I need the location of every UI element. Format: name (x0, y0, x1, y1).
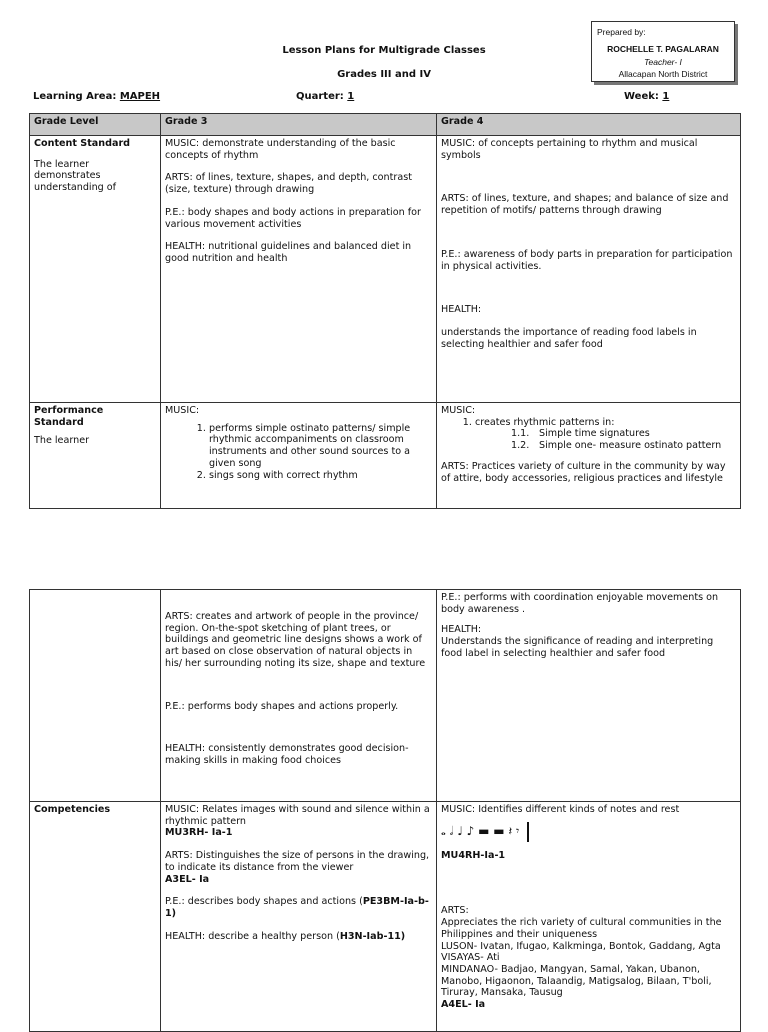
cs-g4-pe: P.E.: awareness of body parts in preparation for participation in physical activities. (441, 248, 733, 272)
ps-g4-sub-1: 1.1. Simple time signatures (511, 428, 650, 440)
content-standard-cell (30, 136, 161, 403)
comp-g3-health: HEALTH: describe a healthy person (H3N-Iab-11) (165, 930, 406, 942)
page-subtitle: Grades III and IV (337, 69, 431, 80)
lesson-table-part2 (29, 589, 741, 1032)
performance-standard-sublabel: The learner (34, 435, 90, 447)
performance-standard-row (30, 403, 741, 509)
cont-g3-health: HEALTH: consistently demonstrates good decision-making skills in making food choices (165, 743, 409, 766)
continuation-g3 (161, 590, 437, 802)
content-standard-row (30, 136, 741, 403)
learning-area-label: Learning Area: (33, 91, 117, 102)
performance-standard-label: Performance Standard (34, 405, 104, 428)
lesson-table-part1 (29, 113, 741, 509)
cont-g3-pe: P.E.: performs body shapes and actions properly. (165, 700, 399, 712)
competencies-row (30, 802, 741, 1032)
music-notes-icon: 𝅝 𝅗𝅥 ♩ ♪ ▬ ▬ 𝄽 𝄾 (441, 822, 736, 842)
cont-g4-health: Understands the significance of reading and interpreting food label in selecting healthier and safer food (441, 636, 714, 659)
cs-g4-music: MUSIC: of concepts pertaining to rhythm and musical symbols (441, 138, 698, 161)
comp-g4-arts-label: ARTS: (441, 905, 469, 917)
competencies-g4 (437, 802, 741, 1032)
comp-g3-pe: P.E.: describes body shapes and actions (PE3BM-Ia-b-1) (165, 896, 429, 919)
ps-g3-item-2: 2. sings song with correct rhythm (209, 470, 432, 482)
comp-g4-arts: Appreciates the rich variety of cultural communities in the Philippines and their uniqueness (441, 917, 722, 940)
col-header-grade3: Grade 3 (161, 114, 437, 136)
quarter-value: 1 (347, 91, 355, 102)
quarter (296, 91, 354, 103)
cs-g3-arts: ARTS: of lines, texture, shapes, and depth, contrast (size, texture) through drawing (165, 172, 412, 196)
preparer-role: Teacher- I (644, 57, 682, 67)
comp-g3-arts-code: A3EL- Ia (165, 873, 210, 885)
comp-g3-music-code: MU3RH- Ia-1 (165, 827, 233, 839)
col-header-grade4: Grade 4 (437, 114, 741, 136)
cs-g4-health-label: HEALTH: (441, 304, 482, 316)
continuation-label-cell (30, 590, 161, 802)
ps-g4-item-1: 1. creates rhythmic patterns in: (475, 417, 736, 429)
comp-g4-music: MUSIC: Identifies different kinds of notes and rest (441, 804, 680, 815)
week-value: 1 (662, 91, 670, 102)
prepared-by-box (591, 21, 735, 82)
comp-g4-visayas: VISAYAS- Ati (441, 952, 500, 964)
cont-g3-arts: ARTS: creates and artwork of people in the province/ region. On-the-spot sketching of plant trees, or buildings and geometric line designs shows a work of art based on close observation of natural objects in his/ her surrounding noting its size, shape and texture (165, 611, 426, 669)
comp-g3-arts: ARTS: Distinguishes the size of persons in the drawing, to indicate its distance from the viewer (165, 850, 430, 873)
competencies-label: Competencies (34, 804, 111, 815)
content-standard-label: Content Standard (34, 138, 131, 149)
week (624, 91, 669, 103)
content-standard-sublabel: The learner demonstrates understanding of (34, 158, 117, 194)
continuation-g4 (437, 590, 741, 802)
performance-continuation-row (30, 590, 741, 802)
performance-standard-cell (30, 403, 161, 509)
cont-g4-health-label: HEALTH: (441, 624, 482, 636)
preparer-district: Allacapan North District (618, 69, 708, 79)
comp-g3-music: MUSIC: Relates images with sound and silence within a rhythmic pattern (165, 804, 430, 827)
comp-g4-mindanao: MINDANAO- Badjao, Mangyan, Samal, Yakan, Ubanon, Manobo, Higaonon, Talaandig, Matigsalog, Bilaan, T'boli, Tiruray, Mansaka, Tausug (441, 963, 712, 999)
competencies-cell (30, 802, 161, 1032)
ps-g3-item-1: 1. performs simple ostinato patterns/ simple rhythmic accompaniments on classroom instruments and other sound sources to a given song (209, 423, 432, 470)
competencies-g3 (161, 802, 437, 1032)
prepared-by-label: Prepared by: (597, 27, 646, 37)
cs-g3-health: HEALTH: nutritional guidelines and balanced diet in good nutrition and health (165, 241, 412, 264)
ps-g4-music-label: MUSIC: (441, 405, 476, 416)
quarter-label: Quarter: (296, 91, 344, 102)
week-label: Week: (624, 91, 659, 102)
cs-g4-health: understands the importance of reading food labels in selecting healthier and safer food (441, 326, 697, 350)
ps-g3-list (165, 423, 432, 482)
cs-g3-music: MUSIC: demonstrate understanding of the basic concepts of rhythm (165, 138, 396, 161)
performance-standard-g3 (161, 403, 437, 509)
comp-g4-arts-code: A4EL- Ia (441, 999, 486, 1011)
content-standard-g3 (161, 136, 437, 403)
page-title: Lesson Plans for Multigrade Classes (282, 45, 486, 56)
ps-g4-arts: ARTS: Practices variety of culture in the community by way of attire, body accessories, religious practices and lifestyle (441, 460, 726, 484)
learning-area (33, 91, 160, 103)
cont-g4-pe: P.E.: performs with coordination enjoyable movements on body awareness . (441, 592, 719, 615)
cs-g3-pe: P.E.: body shapes and body actions in preparation for various movement activities (165, 206, 421, 230)
comp-g4-music-code: MU4RH-Ia-1 (441, 849, 506, 861)
ps-g3-music-label: MUSIC: (165, 405, 200, 416)
ps-g4-sub-2: 1.2. Simple one- measure ostinato pattern (511, 440, 722, 452)
comp-g4-luzon: LUSON- Ivatan, Ifugao, Kalkminga, Bontok, Gaddang, Agta (441, 940, 721, 952)
col-header-grade-level: Grade Level (30, 114, 161, 136)
content-standard-g4 (437, 136, 741, 403)
cs-g4-arts: ARTS: of lines, texture, and shapes; and balance of size and repetition of motifs/ patterns through drawing (441, 193, 729, 217)
table-header-row (30, 114, 741, 136)
performance-standard-g4 (437, 403, 741, 509)
preparer-name: ROCHELLE T. PAGALARAN (607, 44, 719, 54)
learning-area-value: MAPEH (119, 91, 161, 102)
ps-g4-list (441, 417, 736, 429)
